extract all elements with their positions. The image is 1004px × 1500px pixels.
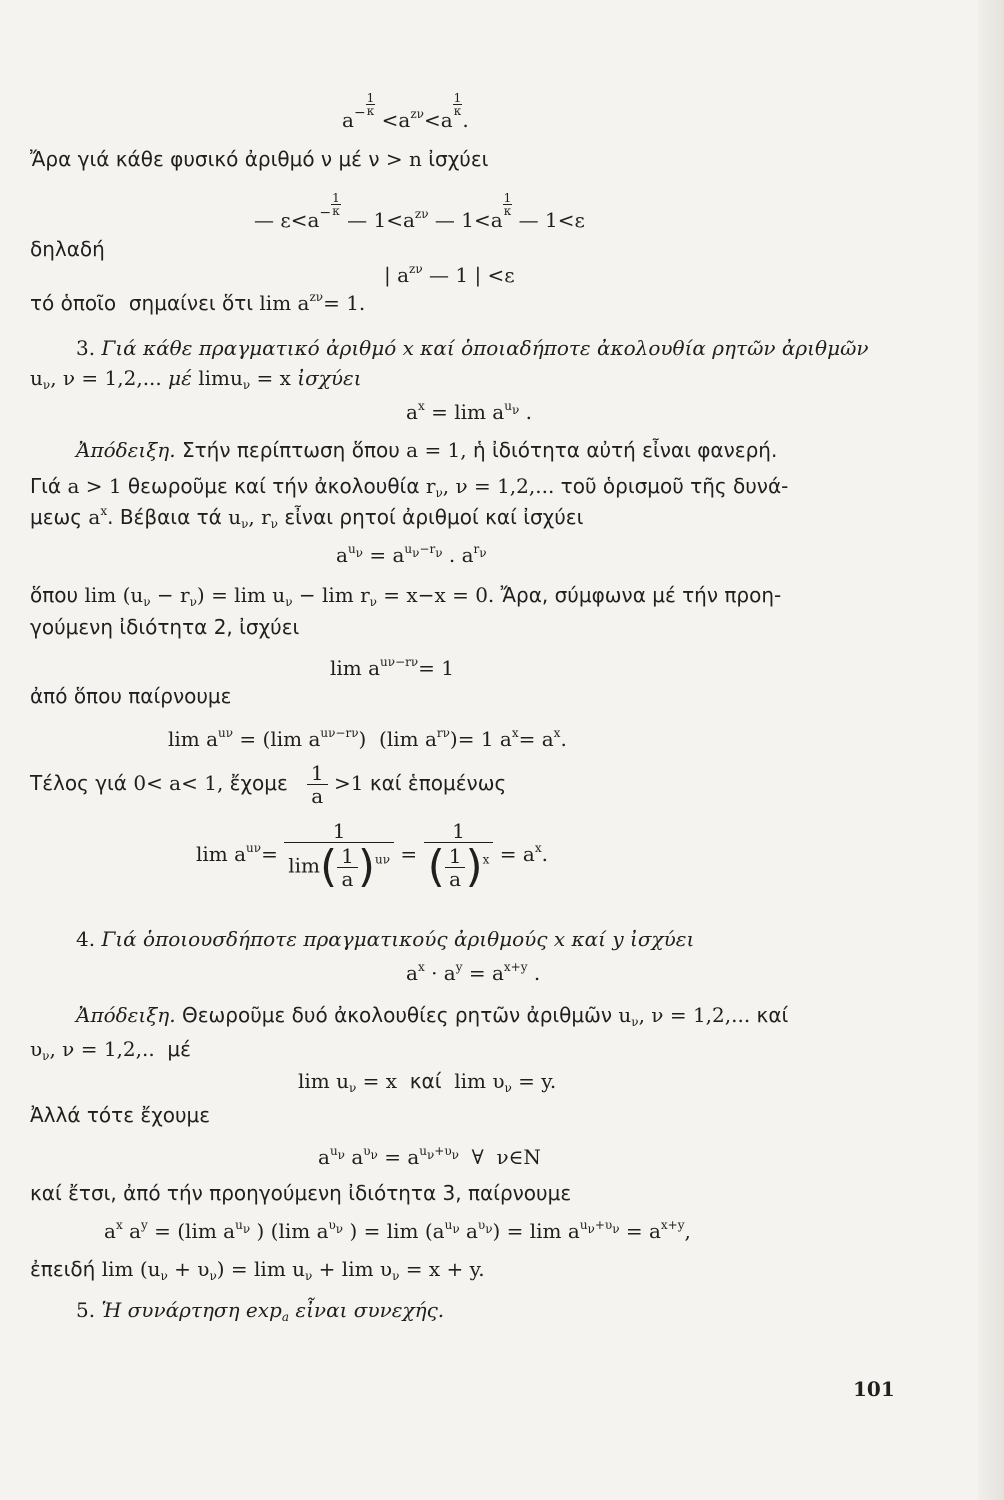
formula-line-8: $u_\nu$, ν = 1,2,... μέ limu$_\nu$ = x ἰσχύει [30, 366, 362, 392]
text-line-6: τό ὁποῖο σημαίνει ὅτι $\lim a^{z\nu}= 1$. [30, 290, 366, 315]
proof-label: Ἀπόδειξη. [76, 1003, 176, 1027]
proof-label: Ἀπόδειξη. [76, 438, 176, 462]
formula-line-29: $a^x$ $a^y = (\lim$ $a^{u_\nu}$ ) (lim $a^{\upsilon_\nu}$ ) = $\lim (a^{u_\nu}$ $a^{\upsilon_\nu}) = \lim a^{u_\nu+\upsilon_\nu} = a^{x+y}$, [104, 1218, 691, 1243]
property-number: 3. [76, 336, 96, 360]
text-line-4: δηλαδή [30, 237, 105, 261]
text-line-26: Ἀλλά τότε ἔχουμε [30, 1103, 211, 1127]
formula-line-18: $\lim a^{u\nu} = (\lim$ $a^{u\nu-r\nu}$) (lim $a^{r\nu})= 1$ $a^x= a^x$. [168, 726, 567, 751]
property-3-statement: Γιά κάθε πραγματικό ἀριθμό x καί ὁποιαδήποτε ἀκολουθία ρητῶν ἀριθμῶν [101, 336, 869, 360]
text-line-2: Ἄρα γιά κάθε φυσικό ἀριθμό ν μέ ν > n ἰσχύει [30, 147, 489, 171]
formula-line-27: $a^{u_\nu}$ $a^{\upsilon_\nu} = a^{u_\nu+\upsilon_\nu}$ ∀ ν∈N [318, 1144, 541, 1169]
formula-line-13: $a^{u_\nu} = a^{u_\nu-r_\nu}$ . $a^{r_\nu}$ [336, 542, 487, 567]
text-line-30: ἐπειδή $\lim (u_\nu + \upsilon_\nu) = \lim u_\nu + \lim \upsilon_\nu = x + y$. [30, 1257, 485, 1283]
formula-line-16: $\lim a^{u\nu-r\nu}= 1$ [330, 655, 454, 680]
text-line-17: ἀπό ὅπου παίρνουμε [30, 684, 232, 708]
text-line-12: μεως $a^x$. Βέβαια τά $u_\nu$, $r_\nu$ εἶναι ρητοί ἀριθμοί καί ἰσχύει [30, 504, 584, 531]
formula-line-5: | $a^{z\nu}$ — 1 | <ε [384, 262, 515, 287]
formula-line-20: $\lim a^{u\nu}=$ 1 lim( $\frac{1}{a}$ )$^{u\nu}$ = 1 ( $\frac{1}{a}$ )$^x$ = $a^x$. [196, 819, 548, 892]
property-3-heading [76, 335, 869, 361]
proof-line-23: Ἀπόδειξη. Θεωροῦμε δυό ἀκολουθίες ρητῶν ἀριθμῶν $u_\nu$, ν = 1,2,... καί [76, 1003, 789, 1029]
text-line-24: $\upsilon_\nu$, ν = 1,2,.. μέ [30, 1037, 191, 1063]
proof-line-10: Ἀπόδειξη. Στήν περίπτωση ὅπου a = 1, ἡ ἰδιότητα αὐτή εἶναι φανερή. [76, 438, 778, 462]
text-line-19: Τέλος γιά 0< a< 1, ἔχομε $\frac{1}{a}$ >1 καί ἑπομένως [30, 761, 507, 808]
formula-line-22: $a^x \cdot a^y = a^{x+y}$ . [406, 960, 541, 985]
page-number: 101 [853, 1377, 895, 1401]
property-5-statement: Ἡ συνάρτηση $\exp_a$ εἶναι συνεχής. [101, 1298, 445, 1324]
property-number: 5. [76, 1298, 96, 1322]
formula-line-9: $a^x = \lim a^{u_\nu}$ . [406, 399, 532, 424]
property-4-heading [76, 926, 694, 952]
property-4-statement: Γιά ὁποιουσδήποτε πραγματικούς ἀριθμούς x καί y ἰσχύει [101, 927, 695, 951]
text-line-28: καί ἔτσι, ἀπό τήν προηγούμενη ἰδιότητα 3, παίρνουμε [30, 1181, 572, 1205]
property-number: 4. [76, 927, 96, 951]
page-edge-shadow [978, 0, 1004, 1500]
text-line-15: γούμενη ἰδιότητα 2, ἰσχύει [30, 615, 300, 639]
formula-line-1: a− $\frac{1}{\kappa}$ $<a^{z\nu}<a$ $\frac{1}{\kappa}$ . [342, 91, 469, 132]
property-5-heading [76, 1297, 444, 1323]
text-line-11: Γιά a > 1 θεωροῦμε καί τήν ἀκολουθία $r_\nu$, ν = 1,2,... τοῦ ὁρισμοῦ τῆς δυνά- [30, 474, 789, 500]
formula-line-3: — ε<a− $\frac{1}{\kappa}$ — $1<a^{z\nu}$ — 1<a $\frac{1}{\kappa}$ — 1<ε [254, 191, 585, 232]
formula-line-25: $\lim u_\nu = x$ καί $\lim \upsilon_\nu = y$. [298, 1069, 557, 1095]
text-line-14: ὅπου $\lim (u_\nu - r_\nu) = \lim u_\nu - \lim r_\nu = x-x = 0$. Ἄρα, σύμφωνα μέ τήν προη- [30, 583, 782, 609]
